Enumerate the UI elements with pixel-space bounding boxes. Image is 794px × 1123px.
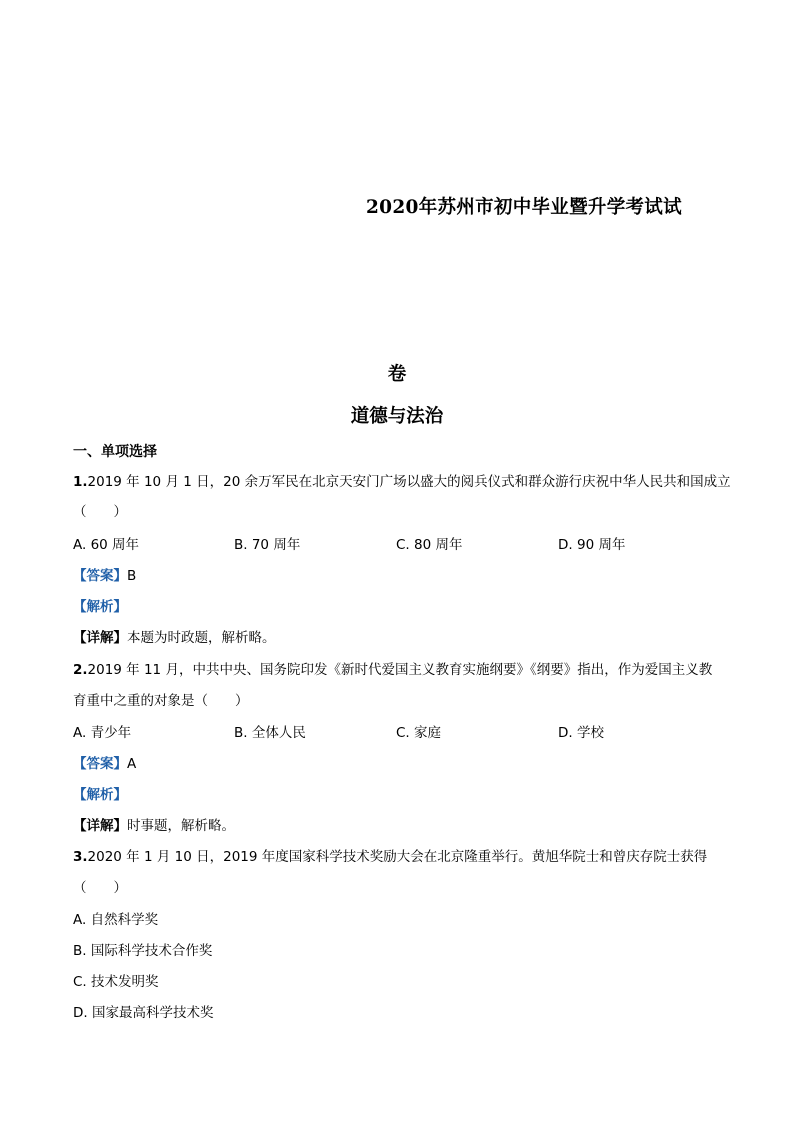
question-1-option-d: D. 90 周年	[558, 537, 626, 553]
question-2-option-d: D. 学校	[558, 725, 604, 741]
question-3-option-c: C. 技术发明奖	[73, 974, 159, 990]
question-2-stem-continuation: 育重中之重的对象是（ ）	[73, 693, 249, 709]
answer-tag: 【答案】	[73, 756, 127, 772]
analysis-tag: 【解析】	[73, 787, 127, 803]
question-1-option-b: B. 70 周年	[234, 537, 301, 553]
subject-heading: 道德与法治	[350, 406, 444, 427]
answer-value: B	[127, 568, 137, 584]
analysis-tag: 【解析】	[73, 599, 127, 615]
detail-tag: 【详解】	[73, 818, 127, 834]
question-1-blank: （ ）	[73, 504, 127, 520]
question-1-analysis	[73, 599, 127, 616]
question-3-blank: （ ）	[73, 880, 127, 896]
exam-title: 2020年苏州市初中毕业暨升学考试试	[366, 197, 682, 218]
answer-tag: 【答案】	[73, 568, 127, 584]
detail-text: 本题为时政题，解析略。	[127, 630, 276, 646]
question-3-option-a: A. 自然科学奖	[73, 912, 159, 928]
question-2-stem: 2019 年 11 月，中共中央、国务院印发《新时代爱国主义教育实施纲要》《纲要》指出，作为爱国主义教	[87, 662, 713, 678]
section-heading: 一、单项选择	[73, 444, 157, 460]
question-1-answer	[73, 568, 136, 585]
question-2-number: 2.	[73, 662, 88, 678]
question-1-option-c: C. 80 周年	[396, 537, 463, 553]
question-3-stem: 2020 年 1 月 10 日，2019 年度国家科学技术奖励大会在北京隆重举行。黄旭华院士和曾庆存院士获得	[87, 849, 708, 865]
exam-title-continuation: 卷	[387, 364, 407, 385]
question-1-detail	[73, 630, 276, 647]
detail-text: 时事题，解析略。	[127, 818, 235, 834]
question-2-option-b: B. 全体人民	[234, 725, 306, 741]
question-1-stem: 2019 年 10 月 1 日，20 余万军民在北京天安门广场以盛大的阅兵仪式和群众游行庆祝中华人民共和国成立	[87, 474, 731, 490]
question-3-text	[73, 849, 707, 866]
answer-value: A	[127, 756, 137, 772]
question-3-option-b: B. 国际科学技术合作奖	[73, 943, 213, 959]
question-1-text	[73, 474, 731, 491]
question-2-answer	[73, 756, 136, 773]
question-3-option-d: D. 国家最高科学技术奖	[73, 1005, 214, 1021]
question-3-number: 3.	[73, 849, 88, 865]
question-2-analysis	[73, 787, 127, 804]
question-2-option-c: C. 家庭	[396, 725, 442, 741]
question-2-detail	[73, 818, 235, 835]
question-2-option-a: A. 青少年	[73, 725, 132, 741]
detail-tag: 【详解】	[73, 630, 127, 646]
question-1-number: 1.	[73, 474, 88, 490]
question-1-option-a: A. 60 周年	[73, 537, 140, 553]
question-2-text	[73, 662, 712, 679]
